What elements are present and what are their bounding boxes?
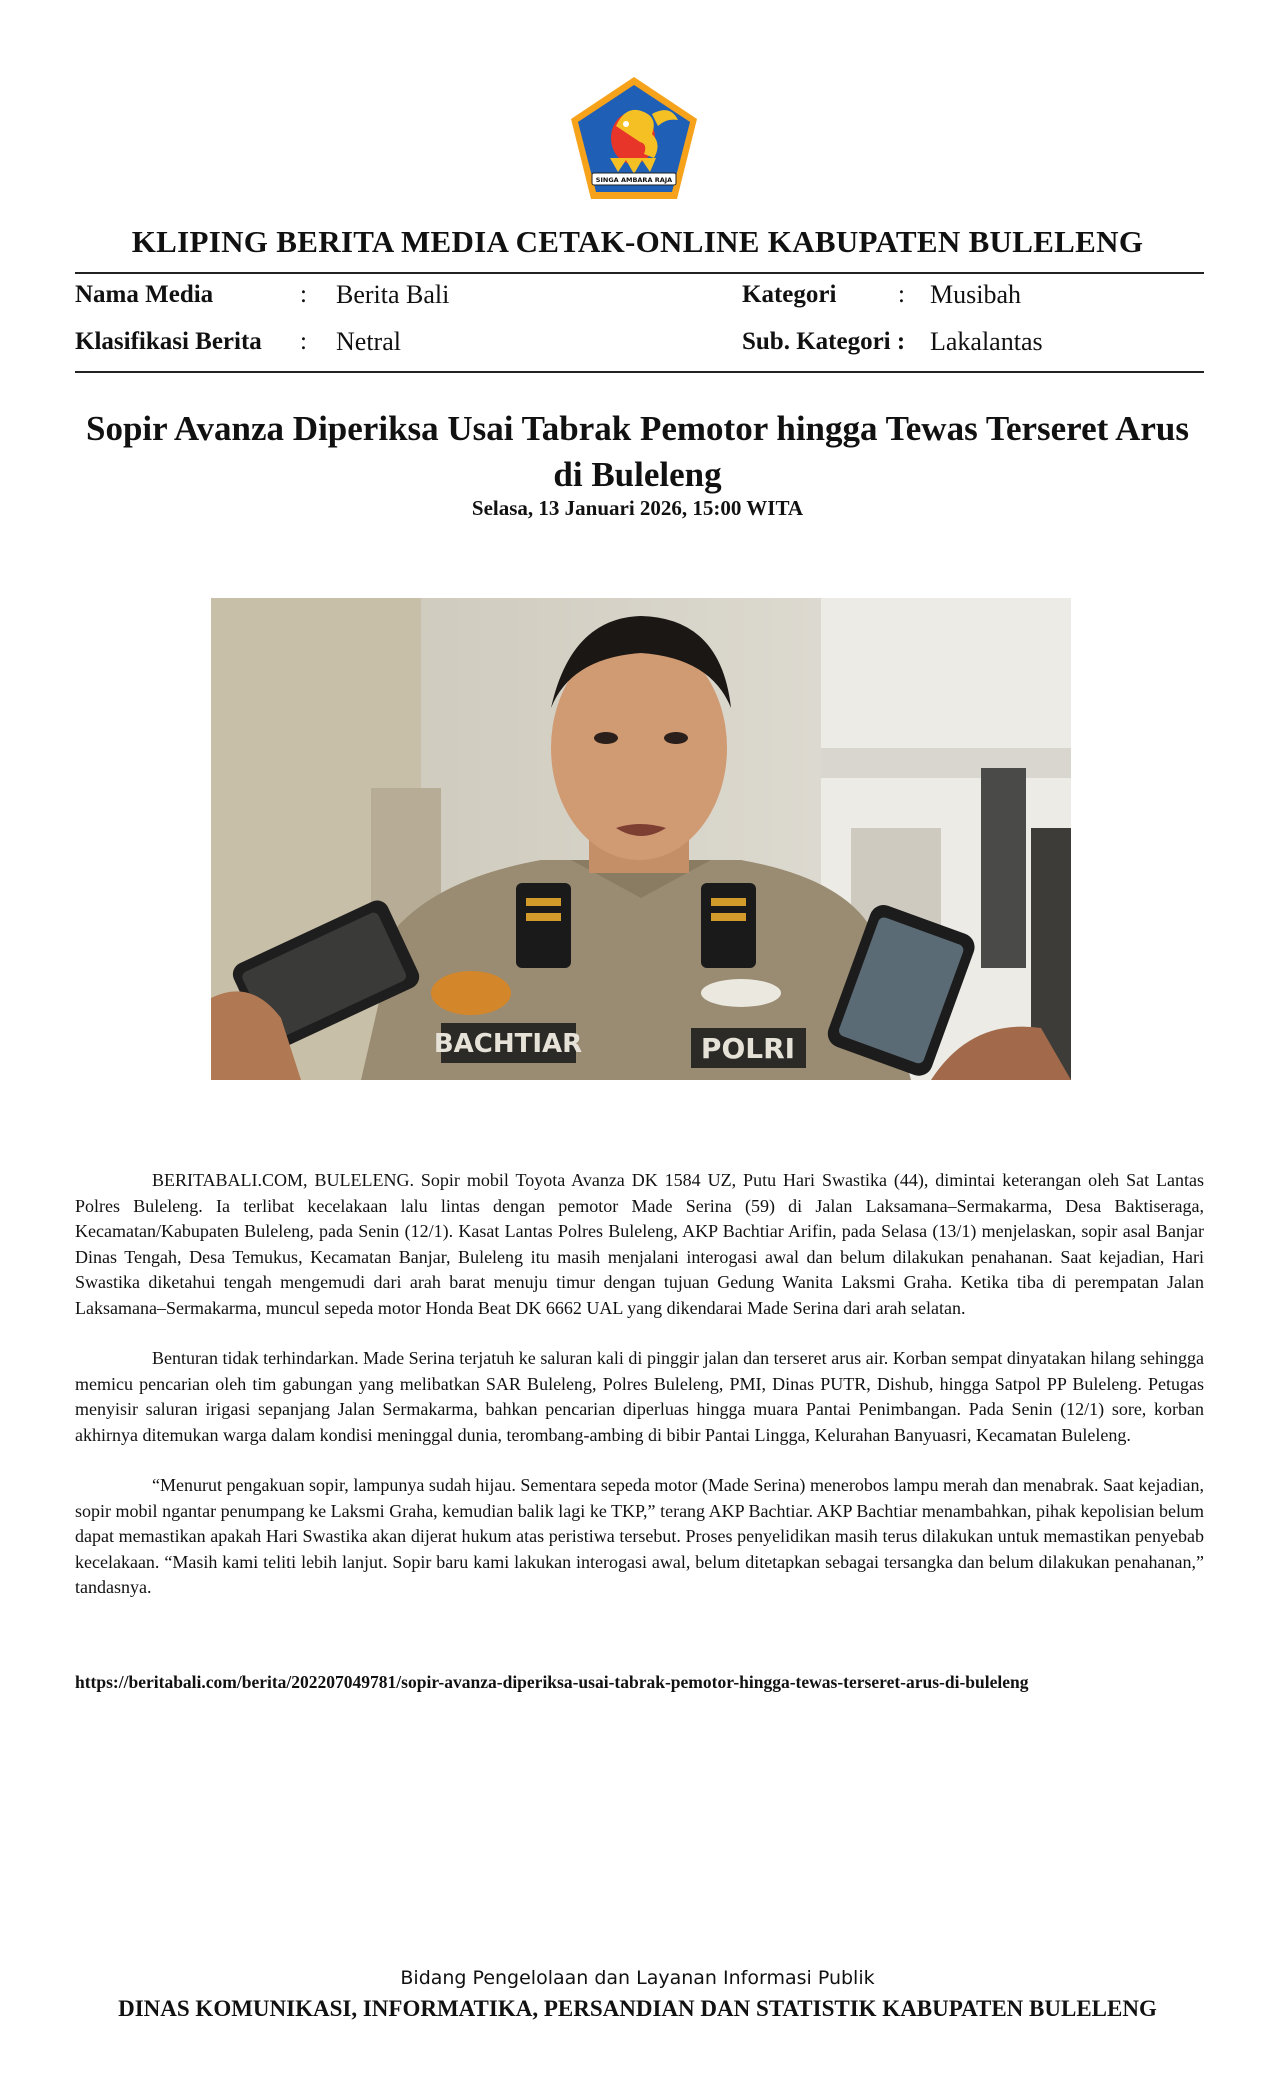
photo-name-tag: BACHTIAR — [433, 1029, 583, 1059]
footer-division: Bidang Pengelolaan dan Layanan Informasi Publik — [400, 1967, 875, 1989]
article-paragraph: “Menurut pengakuan sopir, lampunya sudah hijau. Sementara sepeda motor (Made Serina) menerobos lampu merah dan menabrak. Saat kejadian, sopir mobil ngantar penumpang ke Laksmi Graha, kemudian balik lagi ke TKP,” terang AKP Bachtiar. AKP Bachtiar menambahkan, pihak kepolisian belum dapat memastikan apakah Hari Swastika akan dijerat hukum atas peristiwa tersebut. Proses penyelidikan masih terus dilakukan untuk memastikan penyebab kecelakaan. “Masih kami teliti lebih lanjut. Sopir baru kami lakukan interogasi awal, belum ditetapkan sebagai tersangka dan belum dilakukan penahanan,” tandasnya. — [75, 1475, 1204, 1597]
footer-agency: DINAS KOMUNIKASI, INFORMATIKA, PERSANDIAN DAN STATISTIK KABUPATEN BULELENG — [118, 1996, 1157, 2021]
logo-motto: SINGA AMBARA RAJA — [595, 176, 673, 184]
classification-colon: : — [300, 328, 307, 355]
classification-label: Klasifikasi Berita — [75, 328, 262, 355]
article-photo — [211, 598, 1071, 1080]
buleleng-emblem-icon — [566, 74, 702, 202]
article-headline: Sopir Avanza Diperiksa Usai Tabrak Pemotor hingga Tewas Terseret Arus di Buleleng — [86, 409, 1189, 494]
divider-bottom — [75, 371, 1204, 373]
subcategory-label: Sub. Kategori : — [742, 328, 906, 355]
article-dateline: Selasa, 13 Januari 2026, 15:00 WITA — [471, 496, 804, 520]
media-colon: : — [300, 281, 307, 308]
article-paragraph: BERITABALI.COM, BULELENG. Sopir mobil Toyota Avanza DK 1584 UZ, Putu Hari Swastika (44), dimintai keterangan oleh Sat Lantas Polres Buleleng. Ia terlibat kecelakaan lalu lintas dengan pemotor Made Serina (59) di Jalan Laksamana–Sermakarma, Desa Baktiseraga, Kecamatan/Kabupaten Buleleng, pada Senin (12/1). Kasat Lantas Polres Buleleng, AKP Bachtiar Arifin, pada Selasa (13/1) menjelaskan, sopir asal Banjar Dinas Tengah, Desa Temukus, Kecamatan Banjar, Buleleng itu masih menjalani interogasi awal dan belum dilakukan penahanan. Saat kejadian, Hari Swastika diketahui tengah mengemudi dari arah barat menuju timur dengan tujuan Gedung Wanita Laksmi Graha. Ketika tiba di perempatan Jalan Laksamana–Sermakarma, muncul sepeda motor Honda Beat DK 6662 UAL yang dikendarai Made Serina dari arah selatan. — [75, 1170, 1204, 1318]
media-value: Berita Bali — [336, 280, 450, 309]
document-title: KLIPING BERITA MEDIA CETAK-ONLINE KABUPATEN BULELENG — [131, 224, 1144, 259]
article-body — [75, 1168, 1204, 1626]
divider-top — [75, 272, 1204, 274]
article-paragraph: Benturan tidak terhindarkan. Made Serina terjatuh ke saluran kali di pinggir jalan dan terseret arus air. Korban sempat dinyatakan hilang sehingga memicu pencarian oleh tim gabungan yang melibatkan SAR Buleleng, Polres Buleleng, PMI, Dinas PUTR, Dishub, hingga Satpol PP Buleleng. Petugas menyisir saluran irigasi sepanjang Jalan Sermakarma, bahkan pencarian diperluas hingga muara Pantai Penimbangan. Pada Senin (12/1) sore, korban akhirnya ditemukan warga dalam kondisi meninggal dunia, terombang-ambing di bibir Pantai Lingga, Kelurahan Banyuasri, Kecamatan Buleleng. — [75, 1348, 1204, 1445]
category-value: Musibah — [930, 280, 1021, 309]
photo-badge-text: POLRI — [700, 1032, 796, 1065]
subcategory-value: Lakalantas — [930, 327, 1043, 356]
media-label: Nama Media — [75, 281, 214, 308]
source-link[interactable]: https://beritabali.com/berita/202207049781/sopir-avanza-diperiksa-usai-tabrak-pemotor-hingga-tewas-terseret-arus-di-buleleng — [75, 1672, 1029, 1692]
category-colon: : — [898, 281, 905, 308]
classification-value: Netral — [336, 327, 401, 356]
category-label: Kategori — [742, 281, 837, 308]
